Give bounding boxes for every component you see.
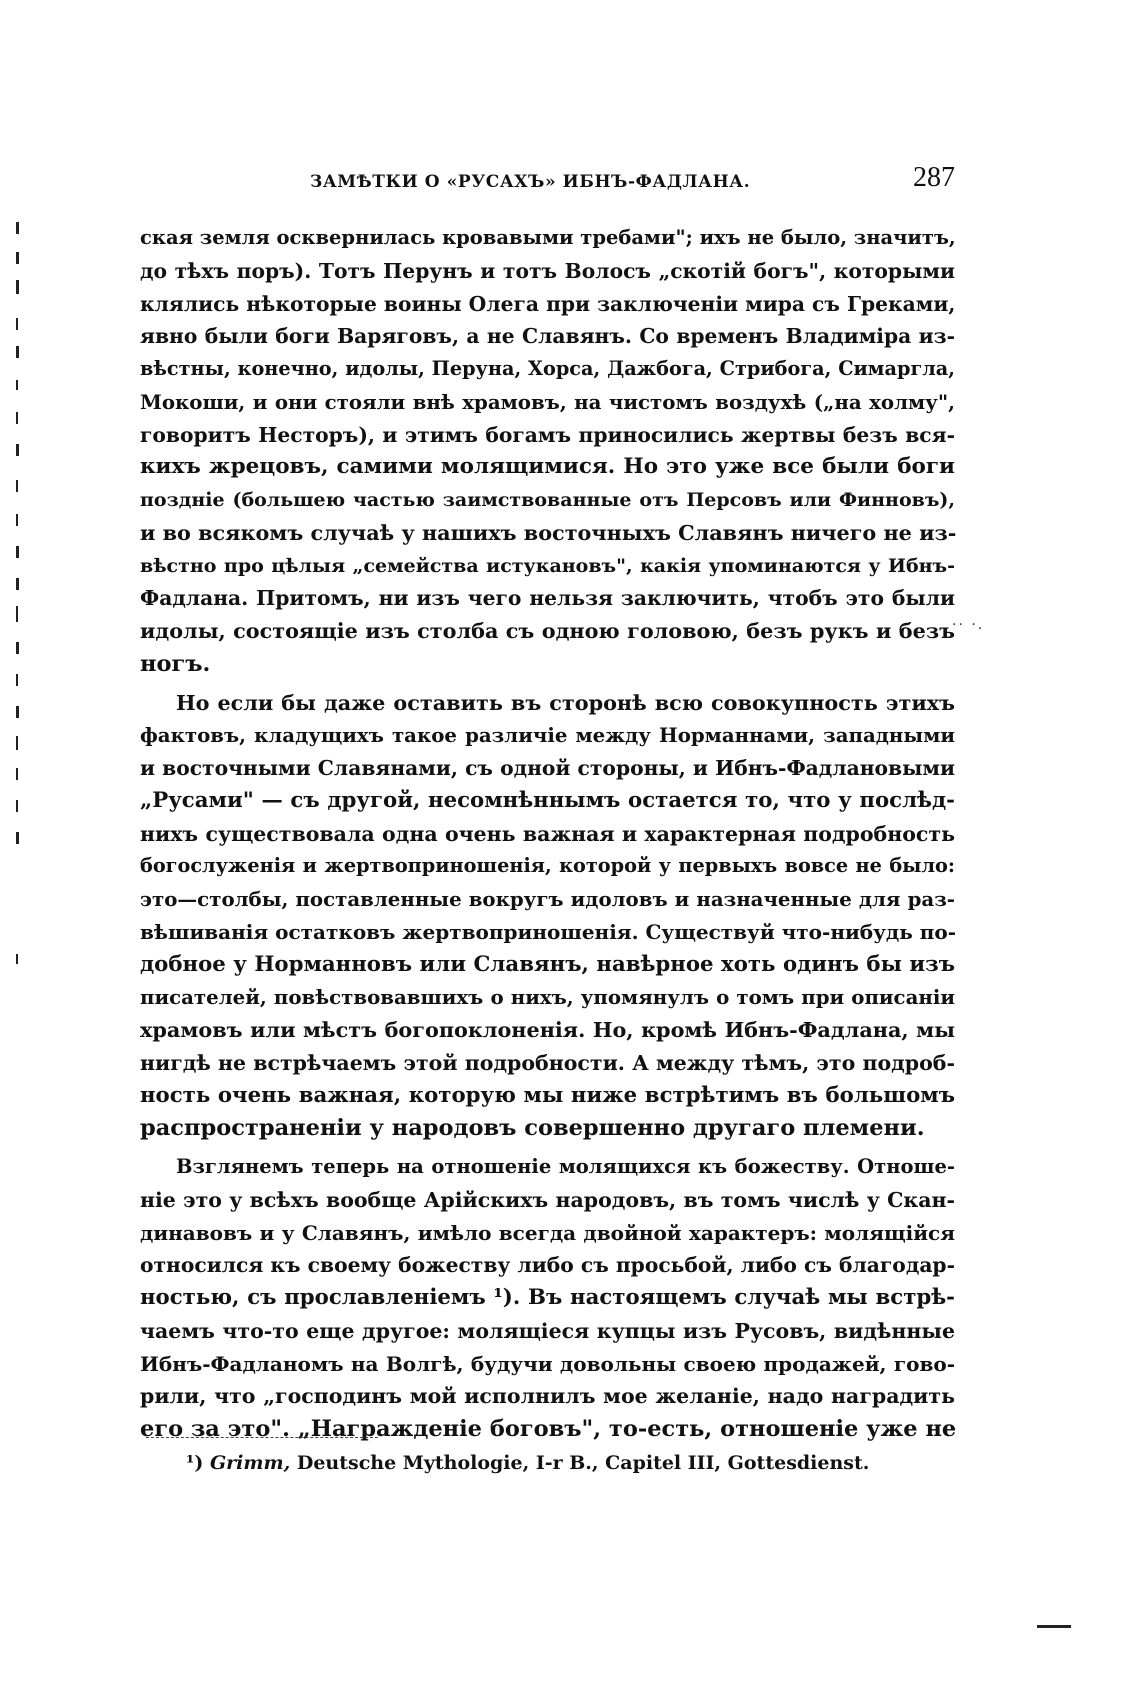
text-line: ногъ. bbox=[140, 650, 211, 677]
text-line: вѣшиванія остатковъ жертвоприношенія. Существуй что-нибудь по- bbox=[140, 919, 957, 944]
scan-mark bbox=[16, 480, 18, 492]
paragraph-3 bbox=[140, 1151, 955, 1446]
corner-dash bbox=[1037, 1625, 1071, 1628]
text-line: ность очень важная, которую мы ниже встрѣтимъ въ большомъ bbox=[140, 1082, 955, 1108]
text-line: Мокоши, и они стояли внѣ храмовъ, на чистомъ воздухѣ („на холму", bbox=[140, 389, 955, 414]
text-line: ніе это у всѣхъ вообще Арійскихъ народовъ, въ томъ числѣ у Скан- bbox=[140, 1187, 955, 1212]
scan-mark bbox=[16, 252, 19, 264]
footnote-text: Deutsche Mythologie, I-r B., Capitel III, Gottesdienst. bbox=[296, 1452, 870, 1474]
text-line: писателей, повѣствовавшихъ о нихъ, упомянулъ о томъ при описаніи bbox=[140, 985, 955, 1010]
footnote-rule bbox=[146, 1437, 378, 1438]
text-line: вѣстны, конечно, идолы, Перуна, Хорса, Дажбога, Стрибога, Симаргла, bbox=[140, 357, 955, 380]
text-line: динавовъ и у Славянъ, имѣло всегда двойной характеръ: молящійся bbox=[140, 1220, 955, 1245]
footnote bbox=[186, 1452, 946, 1474]
text-line: это—столбы, поставленные вокругъ идоловъ и назначенные для раз- bbox=[140, 887, 955, 911]
text-line: клялись нѣкоторые воины Олега при заключеніи мира съ Греками, bbox=[140, 291, 956, 316]
text-line: нихъ существовала одна очень важная и характерная подробность bbox=[140, 821, 955, 846]
scan-mark bbox=[16, 800, 18, 812]
scan-mark bbox=[16, 280, 19, 294]
paragraph-1 bbox=[140, 222, 955, 681]
text-line: чаемъ что-то еще другое: молящіеся купцы изъ Русовъ, видѣнные bbox=[140, 1318, 955, 1343]
text-line: нигдѣ не встрѣчаемъ этой подробности. А между тѣмъ, это подроб- bbox=[140, 1050, 955, 1075]
text-line: рили, что „господинъ мой исполнилъ мое желаніе, надо наградить bbox=[140, 1384, 955, 1409]
scan-mark bbox=[16, 514, 18, 526]
scan-mark bbox=[16, 736, 18, 750]
text-line: его за это". „Награжденіе боговъ", то-есть, отношеніе уже не bbox=[140, 1416, 957, 1442]
text-line: Но если бы даже оставить въ сторонѣ всю совокупность этихъ bbox=[176, 690, 955, 715]
scan-mark bbox=[16, 674, 18, 686]
text-line: вѣстно про цѣлыя „семейства истукановъ", какія упоминаются у Ибнъ- bbox=[140, 554, 955, 577]
text-line: Ибнъ-Фадланомъ на Волгѣ, будучи довольны своею продажей, гово- bbox=[140, 1351, 955, 1376]
text-line: распространеніи у народовъ совершенно другаго племени. bbox=[140, 1115, 925, 1142]
scan-mark bbox=[16, 768, 18, 780]
text-line: и восточными Славянами, съ одной стороны, и Ибнъ-Фадлановыми bbox=[140, 756, 955, 780]
scan-mark bbox=[16, 706, 19, 718]
text-line: идолы, состоящіе изъ столба съ одною головою, безъ рукъ и безъ bbox=[140, 619, 955, 643]
text-line: храмовъ или мѣстъ богопоклоненія. Но, кромѣ Ибнъ-Фадлана, мы bbox=[140, 1018, 955, 1042]
scan-mark bbox=[16, 444, 19, 456]
text-line: фактовъ, кладущихъ такое различіе между Норманнами, западными bbox=[140, 723, 955, 748]
scan-mark bbox=[16, 832, 19, 844]
text-line: поздніе (большею частью заимствованные отъ Персовъ или Финновъ), bbox=[140, 489, 955, 511]
text-line: ская земля осквернилась кровавыми требами"; ихъ не было, значитъ, bbox=[140, 226, 956, 249]
text-line: относился къ своему божеству либо съ просьбой, либо съ благодар- bbox=[140, 1253, 955, 1278]
text-line: Взглянемъ теперь на отношеніе молящихся къ божеству. Отноше- bbox=[176, 1155, 955, 1178]
scan-mark bbox=[16, 954, 18, 964]
margin-scan-marks bbox=[8, 222, 28, 982]
body-text bbox=[140, 222, 955, 1446]
text-line: добное у Норманновъ или Славянъ, навѣрное хоть одинъ бы изъ bbox=[140, 951, 955, 977]
stray-marks: ·· ·. bbox=[952, 617, 985, 633]
scan-mark bbox=[16, 578, 19, 590]
footnote-author: Grimm, bbox=[209, 1452, 291, 1474]
scan-mark bbox=[16, 606, 18, 622]
scan-mark bbox=[16, 222, 19, 234]
running-head bbox=[140, 162, 955, 200]
text-line: и во всякомъ случаѣ у нашихъ восточныхъ Славянъ ничего не из- bbox=[140, 520, 957, 545]
text-line: говоритъ Несторъ), и этимъ богамъ приносились жертвы безъ вся- bbox=[140, 422, 955, 447]
text-line: до тѣхъ поръ). Тотъ Перунъ и тотъ Волосъ „скотій богъ", которыми bbox=[140, 258, 955, 283]
scan-mark bbox=[16, 546, 19, 558]
page-number: 287 bbox=[913, 162, 955, 193]
text-line: Фадлана. Притомъ, ни изъ чего нельзя заключить, чтобъ это были bbox=[140, 586, 955, 611]
text-line: кихъ жрецовъ, самими молящимися. Но это уже все были боги bbox=[140, 454, 955, 480]
text-line: богослуженія и жертвоприношенія, которой у первыхъ вовсе не было: bbox=[140, 854, 955, 878]
scan-mark bbox=[16, 318, 18, 330]
footnote-marker: ¹) bbox=[186, 1452, 204, 1474]
scan-mark bbox=[16, 412, 18, 424]
text-line: ностью, съ прославленіемъ ¹). Въ настоящемъ случаѣ мы встрѣ- bbox=[140, 1285, 955, 1310]
scan-mark bbox=[16, 346, 19, 358]
running-head-title: ЗАМѢТКИ О «РУСАХЪ» ИБНЪ-ФАДЛАНА. bbox=[310, 172, 751, 192]
scan-mark bbox=[16, 380, 18, 390]
scan-mark bbox=[16, 642, 19, 654]
text-line: явно были боги Варяговъ, а не Славянъ. Со временъ Владиміра из- bbox=[140, 324, 955, 349]
paragraph-2 bbox=[140, 687, 955, 1146]
text-line: „Русами" — съ другой, несомнѣннымъ остается то, что у послѣд- bbox=[140, 787, 955, 813]
